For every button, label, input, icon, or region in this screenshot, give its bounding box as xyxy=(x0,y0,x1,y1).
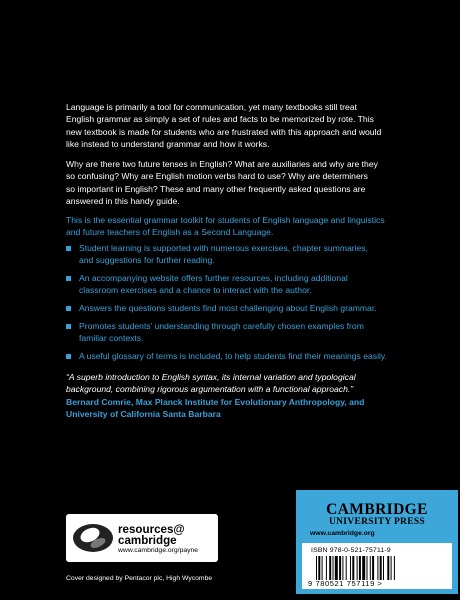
intro-line: new textbook is made for students who are frustrated with this approach and would xyxy=(66,126,382,137)
isbn-text: ISBN 978-0-521-75711-9 xyxy=(311,547,391,554)
bullet-square-icon xyxy=(66,306,71,311)
quote-attribution: University of California Santa Barbara xyxy=(66,409,221,420)
bullet-line: Student learning is supported with numerous exercises, chapter summaries, xyxy=(79,243,368,253)
barcode-box xyxy=(302,543,452,589)
resources-url: www.cambridge.org/payne xyxy=(118,547,199,554)
essential-line: This is the essential grammar toolkit for students of English language and linguistics xyxy=(66,215,385,225)
cover-credit: Cover designed by Pentacor plc, High Wycombe xyxy=(66,575,213,582)
publisher-press: UNIVERSITY PRESS xyxy=(328,517,426,527)
questions-line: so confusing? Why are English motion verbs hard to use? Why are determiners xyxy=(66,171,368,182)
bullet-item xyxy=(66,302,398,314)
questions-paragraph xyxy=(66,158,396,208)
barcode-digits: 9 780521 757119 > xyxy=(308,579,383,588)
bullet-square-icon xyxy=(66,354,71,359)
intro-line: English grammar as simply a set of rules and facts to be memorized by rote. This xyxy=(66,114,374,125)
bullet-line: A useful glossary of terms is included, to help students find their meanings easily. xyxy=(79,351,387,361)
bullet-item xyxy=(66,272,398,297)
resources-logo-icon xyxy=(72,521,114,554)
quote-attribution: Bernard Comrie, Max Planck Institute for Evolutionary Anthropology, and xyxy=(66,396,365,407)
bullet-line: and suggestions for further reading. xyxy=(79,255,215,266)
questions-line: answered in this handy guide. xyxy=(66,196,180,207)
intro-paragraph xyxy=(66,101,396,151)
barcode-icon xyxy=(316,556,436,580)
resources-title: cambridge xyxy=(118,534,177,547)
publisher-name: CAMBRIDGE xyxy=(326,501,428,518)
resources-badge xyxy=(66,514,218,562)
quote-line: background, combining rigorous argumentation with a functional approach.” xyxy=(66,384,354,395)
essential-line: and future teachers of English as a Second Language. xyxy=(66,227,274,238)
bullet-square-icon xyxy=(66,246,71,251)
bullet-line: An accompanying website offers further resources, including additional xyxy=(79,273,348,283)
questions-line: Why are there two future tenses in English? What are auxiliaries and why are they xyxy=(66,159,378,169)
questions-line: so important in English? These and many other frequently asked questions are xyxy=(66,183,366,194)
bullet-line: familiar contexts. xyxy=(79,333,144,344)
resources-title: resources@ xyxy=(118,523,185,536)
bullet-item xyxy=(66,242,398,267)
bullet-square-icon xyxy=(66,276,71,281)
bullet-line: Promotes students’ understanding through carefully chosen examples from xyxy=(79,321,364,331)
bullet-item xyxy=(66,350,398,362)
endorsement-quote xyxy=(66,371,401,421)
bullet-square-icon xyxy=(66,324,71,329)
intro-line: Language is primarily a tool for communication, yet many textbooks still treat xyxy=(66,102,357,112)
essential-paragraph xyxy=(66,214,406,239)
quote-line: “A superb introduction to English syntax, its internal variation and typological xyxy=(66,372,356,382)
publisher-block xyxy=(296,490,458,594)
intro-line: like instead to understand grammar and how it works. xyxy=(66,139,270,150)
bullet-line: Answers the questions students find most challenging about English grammar. xyxy=(79,303,377,313)
bullet-item xyxy=(66,320,398,345)
publisher-url: www.cambridge.org xyxy=(310,530,375,537)
bullet-line: classroom exercises and a chance to interact with the author. xyxy=(79,285,312,296)
